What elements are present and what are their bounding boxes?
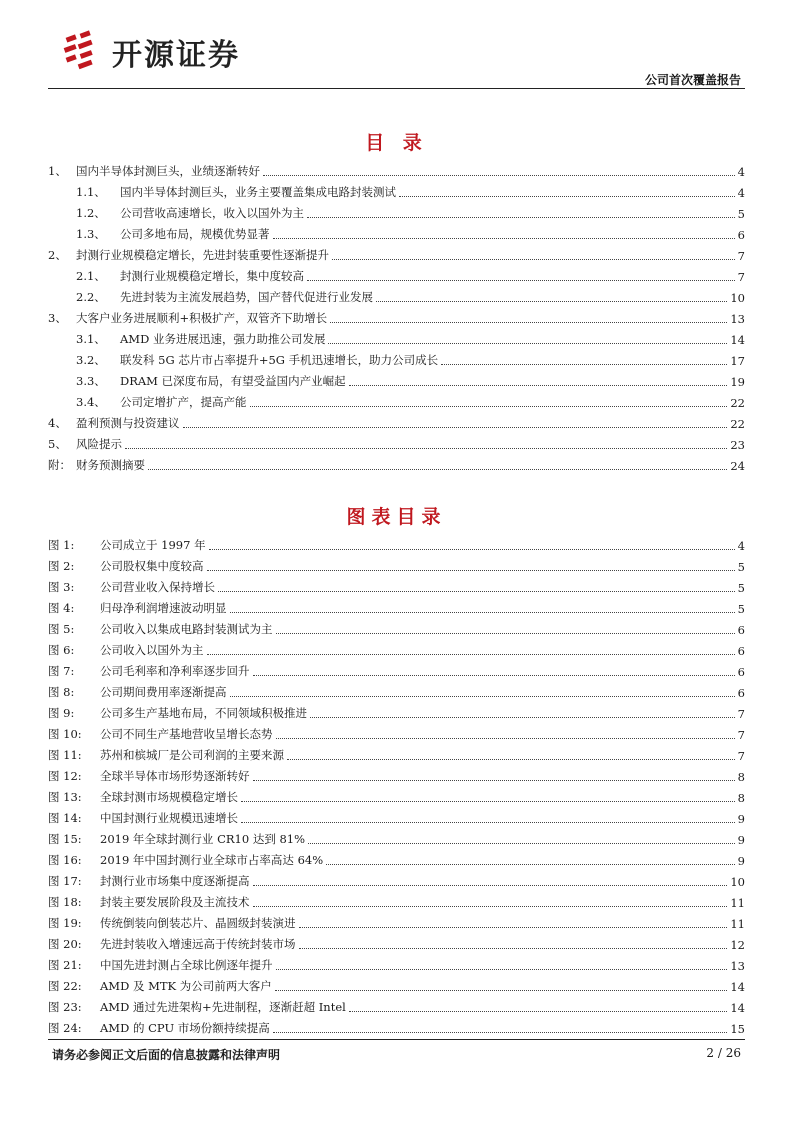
dot-leader: [183, 427, 728, 428]
toc-entry[interactable]: [48, 160, 745, 181]
entry-number: 1.3、: [76, 227, 106, 241]
entry-page: 5: [737, 602, 745, 616]
entry-text: 公司成立于 1997 年: [100, 538, 206, 552]
dot-leader: [253, 906, 728, 907]
entry-text: 先进封装为主流发展趋势，国产替代促进行业发展: [120, 290, 373, 304]
dot-leader: [308, 843, 735, 844]
page-header: [0, 0, 793, 92]
entry-text: 中国封测行业规模迅速增长: [100, 811, 238, 825]
entry-page: 6: [737, 623, 745, 637]
dot-leader: [441, 364, 727, 365]
entry-page: 4: [737, 165, 745, 179]
entry-page: 7: [737, 749, 745, 763]
dot-leader: [276, 969, 728, 970]
figure-entry[interactable]: [48, 639, 745, 660]
entry-number: 附：: [48, 458, 71, 472]
figure-entry[interactable]: [48, 849, 745, 870]
toc-title: 目 录: [365, 132, 428, 154]
figure-entry[interactable]: [48, 576, 745, 597]
figure-entry[interactable]: [48, 681, 745, 702]
figure-entry[interactable]: [48, 618, 745, 639]
dot-leader: [328, 343, 727, 344]
entry-text: 归母净利润增速波动明显: [100, 601, 227, 615]
header-divider: [48, 88, 745, 89]
dot-leader: [253, 780, 735, 781]
entry-text: 封测行业市场集中度逐渐提高: [100, 874, 250, 888]
report-type: 公司首次覆盖报告: [644, 73, 741, 87]
entry-text: 公司不同生产基地营收呈增长态势: [100, 727, 273, 741]
figure-entry[interactable]: [48, 954, 745, 975]
entry-number: 图 4:: [48, 601, 75, 615]
entry-page: 22: [730, 417, 745, 431]
entry-text: 封测行业规模稳定增长，集中度较高: [120, 269, 304, 283]
dot-leader: [241, 822, 735, 823]
dot-leader: [287, 759, 735, 760]
dot-leader: [148, 469, 727, 470]
figure-entry[interactable]: [48, 534, 745, 555]
figure-entry[interactable]: [48, 828, 745, 849]
entry-text: 国内半导体封测巨头，业务主要覆盖集成电路封装测试: [120, 185, 396, 199]
entry-page: 9: [737, 854, 745, 868]
toc-entry[interactable]: [48, 412, 745, 433]
entry-number: 1、: [48, 164, 67, 178]
entry-page: 7: [737, 249, 745, 263]
dot-leader: [250, 406, 728, 407]
entry-number: 2.1、: [76, 269, 106, 283]
toc-entry[interactable]: [48, 202, 745, 223]
dot-leader: [241, 801, 735, 802]
entry-page: 8: [737, 770, 745, 784]
entry-text: 公司营业收入保持增长: [100, 580, 215, 594]
entry-page: 10: [730, 875, 745, 889]
entry-text: 公司股权集中度较高: [100, 559, 204, 573]
dot-leader: [349, 385, 728, 386]
figure-entry[interactable]: [48, 765, 745, 786]
entry-page: 6: [737, 228, 745, 242]
entry-text: 全球封测市场规模稳定增长: [100, 790, 238, 804]
figure-entry[interactable]: [48, 891, 745, 912]
figure-entry[interactable]: [48, 597, 745, 618]
toc-entry[interactable]: [48, 307, 745, 328]
entry-page: 7: [737, 270, 745, 284]
entry-number: 5、: [48, 437, 67, 451]
entry-page: 22: [730, 396, 745, 410]
toc-entry[interactable]: [48, 286, 745, 307]
dot-leader: [307, 280, 735, 281]
toc-entry[interactable]: [48, 349, 745, 370]
dot-leader: [230, 612, 735, 613]
entry-number: 3、: [48, 311, 67, 325]
entry-page: 13: [730, 959, 745, 973]
dot-leader: [209, 549, 735, 550]
dot-leader: [253, 885, 728, 886]
entry-page: 5: [737, 207, 745, 221]
entry-number: 图 10:: [48, 727, 82, 741]
entry-page: 11: [730, 896, 745, 910]
toc-entry[interactable]: [48, 433, 745, 454]
entry-number: 2、: [48, 248, 67, 262]
entry-number: 图 24:: [48, 1021, 82, 1035]
toc-entry[interactable]: [48, 265, 745, 286]
entry-page: 9: [737, 812, 745, 826]
dot-leader: [218, 591, 735, 592]
entry-text: 公司期间费用率逐渐提高: [100, 685, 227, 699]
entry-page: 11: [730, 917, 745, 931]
entry-text: DRAM 已深度布局，有望受益国内产业崛起: [120, 374, 346, 388]
toc-entry[interactable]: [48, 454, 745, 475]
entry-page: 14: [730, 333, 745, 347]
figure-entry[interactable]: [48, 975, 745, 996]
entry-text: AMD 及 MTK 为公司前两大客户: [100, 979, 272, 993]
entry-page: 6: [737, 665, 745, 679]
entry-number: 3.1、: [76, 332, 106, 346]
figure-entry[interactable]: [48, 1017, 745, 1038]
entry-page: 4: [737, 539, 745, 553]
toc-entry[interactable]: [48, 370, 745, 391]
entry-number: 3.4、: [76, 395, 106, 409]
entry-page: 13: [730, 312, 745, 326]
entry-number: 图 8:: [48, 685, 75, 699]
dot-leader: [376, 301, 727, 302]
figure-entry[interactable]: [48, 870, 745, 891]
entry-text: 公司多地布局，规模优势显著: [120, 227, 270, 241]
dot-leader: [310, 717, 735, 718]
figure-entry[interactable]: [48, 555, 745, 576]
dot-leader: [299, 948, 728, 949]
entry-number: 图 16:: [48, 853, 82, 867]
entry-number: 图 3:: [48, 580, 75, 594]
table-of-contents: [48, 160, 745, 475]
entry-number: 图 5:: [48, 622, 75, 636]
entry-page: 17: [730, 354, 745, 368]
entry-text: 全球半导体市场形势逐渐转好: [100, 769, 250, 783]
entry-page: 4: [737, 186, 745, 200]
entry-page: 15: [730, 1022, 745, 1036]
entry-text: 公司多生产基地布局，不同领域积极推进: [100, 706, 307, 720]
entry-text: AMD 的 CPU 市场份额持续提高: [100, 1021, 270, 1035]
entry-text: AMD 业务进展迅速，强力助推公司发展: [120, 332, 326, 346]
dot-leader: [276, 633, 735, 634]
toc-entry[interactable]: [48, 223, 745, 244]
entry-number: 图 19:: [48, 916, 82, 930]
entry-text: 大客户业务进展顺利+积极扩产，双管齐下助增长: [76, 311, 328, 325]
entry-number: 3.2、: [76, 353, 106, 367]
dot-leader: [349, 1011, 728, 1012]
entry-number: 图 12:: [48, 769, 82, 783]
figure-list: [48, 534, 745, 1038]
entry-number: 图 11:: [48, 748, 82, 762]
figure-entry[interactable]: [48, 996, 745, 1017]
figure-entry[interactable]: [48, 933, 745, 954]
entry-text: 财务预测摘要: [76, 458, 145, 472]
figure-entry[interactable]: [48, 723, 745, 744]
entry-text: 公司收入以集成电路封装测试为主: [100, 622, 273, 636]
entry-page: 8: [737, 791, 745, 805]
entry-text: 苏州和槟城厂是公司利润的主要来源: [100, 748, 284, 762]
entry-number: 图 13:: [48, 790, 82, 804]
figure-entry[interactable]: [48, 744, 745, 765]
entry-text: 公司毛利率和净利率逐步回升: [100, 664, 250, 678]
entry-page: 24: [730, 459, 745, 473]
entry-number: 图 23:: [48, 1000, 82, 1014]
entry-text: 2019 年中国封测行业全球市占率高达 64%: [100, 853, 324, 867]
entry-page: 5: [737, 581, 745, 595]
entry-text: 公司定增扩产，提高产能: [120, 395, 247, 409]
figure-entry[interactable]: [48, 786, 745, 807]
entry-text: 风险提示: [76, 437, 122, 451]
entry-text: 封装主要发展阶段及主流技术: [100, 895, 250, 909]
entry-number: 图 7:: [48, 664, 75, 678]
entry-number: 图 22:: [48, 979, 82, 993]
dot-leader: [330, 322, 727, 323]
entry-text: 先进封装收入增速远高于传统封装市场: [100, 937, 296, 951]
footer-divider: [48, 1039, 745, 1040]
entry-text: 联发科 5G 芯片市占率提升+5G 手机迅速增长，助力公司成长: [120, 353, 439, 367]
dot-leader: [230, 696, 735, 697]
toc-entry[interactable]: [48, 391, 745, 412]
toc-entry[interactable]: [48, 328, 745, 349]
figure-entry[interactable]: [48, 807, 745, 828]
entry-page: 19: [730, 375, 745, 389]
entry-page: 7: [737, 728, 745, 742]
footer-disclaimer: 请务必参阅正文后面的信息披露和法律声明: [52, 1048, 281, 1062]
entry-number: 4、: [48, 416, 67, 430]
dot-leader: [273, 238, 735, 239]
entry-text: 公司营收高速增长，收入以国外为主: [120, 206, 304, 220]
entry-number: 图 9:: [48, 706, 75, 720]
dot-leader: [332, 259, 735, 260]
entry-text: 中国先进封测占全球比例逐年提升: [100, 958, 273, 972]
entry-number: 图 21:: [48, 958, 82, 972]
entry-page: 23: [730, 438, 745, 452]
toc-entry[interactable]: [48, 244, 745, 265]
entry-page: 6: [737, 686, 745, 700]
entry-number: 图 17:: [48, 874, 82, 888]
brand-name: 开源证券: [112, 38, 240, 73]
entry-number: 图 6:: [48, 643, 75, 657]
dot-leader: [326, 864, 735, 865]
entry-number: 图 18:: [48, 895, 82, 909]
dot-leader: [125, 448, 727, 449]
entry-page: 5: [737, 560, 745, 574]
entry-number: 1.2、: [76, 206, 106, 220]
dot-leader: [307, 217, 735, 218]
page-indicator: 2 / 26: [706, 1046, 741, 1060]
entry-number: 图 1:: [48, 538, 75, 552]
brand-logo: [62, 28, 292, 73]
entry-number: 图 2:: [48, 559, 75, 573]
entry-text: 盈利预测与投资建议: [76, 416, 180, 430]
dot-leader: [263, 175, 735, 176]
entry-page: 14: [730, 980, 745, 994]
toc-entry[interactable]: [48, 181, 745, 202]
figure-entry[interactable]: [48, 660, 745, 681]
brand-logo-icon: [62, 28, 104, 70]
entry-number: 图 15:: [48, 832, 82, 846]
entry-page: 10: [730, 291, 745, 305]
dot-leader: [273, 1032, 728, 1033]
entry-text: 公司收入以国外为主: [100, 643, 204, 657]
dot-leader: [207, 570, 735, 571]
entry-text: 传统倒装向倒装芯片、晶圆级封装演进: [100, 916, 296, 930]
figure-entry[interactable]: [48, 912, 745, 933]
entry-text: 2019 年全球封测行业 CR10 达到 81%: [100, 832, 306, 846]
entry-text: 封测行业规模稳定增长，先进封装重要性逐渐提升: [76, 248, 329, 262]
entry-page: 14: [730, 1001, 745, 1015]
entry-text: AMD 通过先进架构+先进制程，逐渐赶超 Intel: [100, 1000, 346, 1014]
entry-page: 7: [737, 707, 745, 721]
entry-page: 9: [737, 833, 745, 847]
entry-page: 6: [737, 644, 745, 658]
entry-number: 图 14:: [48, 811, 82, 825]
dot-leader: [253, 675, 735, 676]
dot-leader: [275, 990, 728, 991]
figure-list-title: 图表目录: [346, 506, 447, 528]
entry-text: 国内半导体封测巨头，业绩逐渐转好: [76, 164, 260, 178]
dot-leader: [276, 738, 735, 739]
dot-leader: [299, 927, 728, 928]
figure-entry[interactable]: [48, 702, 745, 723]
entry-number: 3.3、: [76, 374, 106, 388]
entry-number: 1.1、: [76, 185, 106, 199]
dot-leader: [207, 654, 735, 655]
dot-leader: [399, 196, 735, 197]
entry-number: 图 20:: [48, 937, 82, 951]
entry-number: 2.2、: [76, 290, 106, 304]
entry-page: 12: [730, 938, 745, 952]
